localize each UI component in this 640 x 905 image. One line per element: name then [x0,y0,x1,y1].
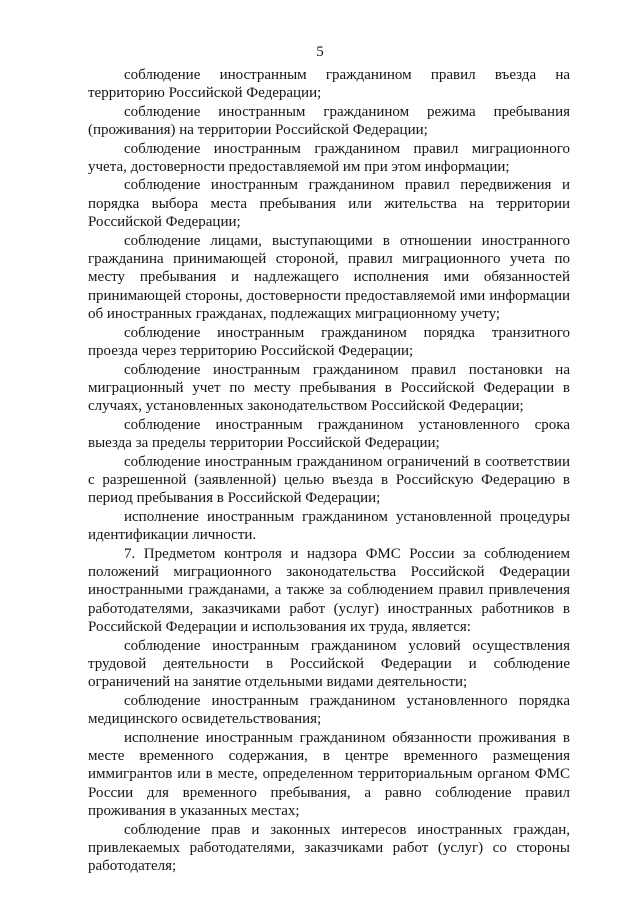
paragraph: соблюдение иностранным гражданином условий осуществления трудовой деятельности в Российской Федерации и соблюдение ограничений на занятие отдельными видами деятельности; [88,637,570,691]
paragraph: соблюдение лицами, выступающими в отношении иностранного гражданина принимающей стороной, правил миграционного учета по месту пребывания и надлежащего исполнения ими обязанностей принимающей стороны, достоверности предоставляемой ими информации об иностранных гражданах, подлежащих миграционному учету; [88,232,570,323]
section-7-paragraph: 7. Предметом контроля и надзора ФМС России за соблюдением положений миграционного законодательства Российской Федерации иностранными гражданами, а также за соблюдением правил привлечения работодателями, заказчиками работ (услуг) иностранных работников в Российской Федерации и использования их труда, является: [88,545,570,636]
document-body [88,66,570,876]
paragraph: соблюдение иностранным гражданином правил передвижения и порядка выбора места пребывания или жительства на территории Российской Федерации; [88,177,570,231]
page-number: 5 [316,44,324,60]
paragraph: соблюдение иностранным гражданином правил постановки на миграционный учет по месту пребывания в Российской Федерации в случаях, установленных законодательством Российской Федерации; [88,361,570,415]
paragraph: соблюдение иностранным гражданином режима пребывания (проживания) на территории Российской Федерации; [88,103,570,139]
paragraph: исполнение иностранным гражданином обязанности проживания в месте временного содержания, в центре временного размещения иммигрантов или в месте, определенном территориальным органом ФМС России для временного пребывания, а равно соблюдение правил проживания в указанных местах; [88,729,570,820]
paragraph: соблюдение иностранным гражданином установленного срока выезда за пределы территории Российской Федерации; [88,416,570,452]
paragraph: соблюдение иностранным гражданином правил въезда на территорию Российской Федерации; [88,67,570,102]
paragraph: исполнение иностранным гражданином установленной процедуры идентификации личности. [88,508,570,544]
paragraph: соблюдение иностранным гражданином установленного порядка медицинского освидетельствования; [88,692,570,728]
paragraph: соблюдение иностранным гражданином порядка транзитного проезда через территорию Российской Федерации; [88,324,570,360]
paragraph: соблюдение прав и законных интересов иностранных граждан, привлекаемых работодателями, заказчиками работ (услуг) со стороны работодателя; [88,821,570,875]
paragraph: соблюдение иностранным гражданином ограничений в соответствии с разрешенной (заявленной) целью въезда в Российскую Федерацию в период пребывания в Российской Федерации; [88,453,570,507]
paragraph: соблюдение иностранным гражданином правил миграционного учета, достоверности предоставляемой им при этом информации; [88,140,570,176]
